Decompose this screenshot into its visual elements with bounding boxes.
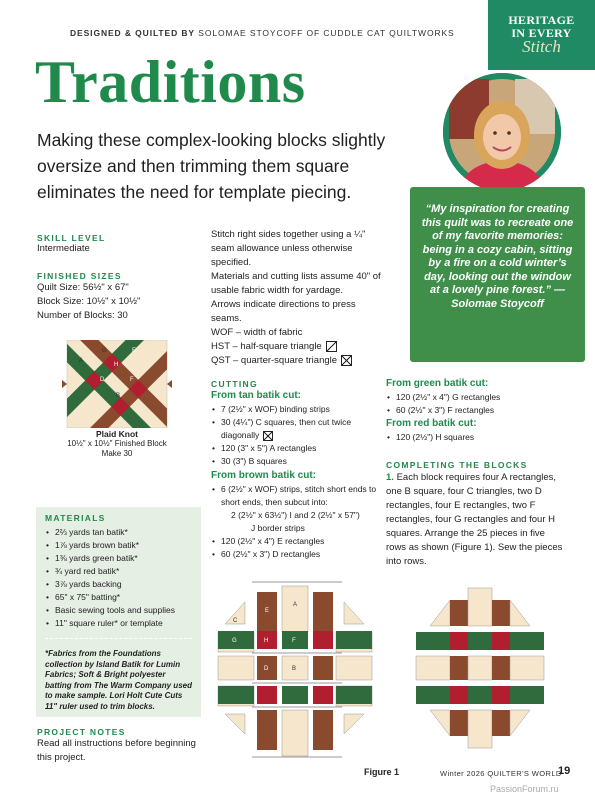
figure-label-g: G <box>232 638 237 644</box>
intro-fabric-width: Materials and cutting lists assume 40" of usable fabric width for yardage. <box>211 271 381 296</box>
cutting-left <box>211 390 391 561</box>
green-cut-item: • 120 (2½" x 4") G rectangles <box>396 391 571 404</box>
credit-names: SOLOMAE STOYCOFF OF CUDDLE CAT QUILTWORKS <box>195 28 455 38</box>
materials-divider <box>45 638 192 639</box>
intro-press-arrows: Arrows indicate directions to press seams. <box>211 299 356 324</box>
figure-label-d: D <box>264 666 269 672</box>
skill-level-value: Intermediate <box>37 243 90 254</box>
figure-1-label: Figure 1 <box>364 767 400 777</box>
designer-portrait-image <box>443 73 561 191</box>
block-label-b: B <box>116 393 121 399</box>
red-cut-item: • 120 (2½") H squares <box>396 431 571 444</box>
skill-level-header: SKILL LEVEL <box>37 233 106 243</box>
step-number: 1. <box>386 472 394 483</box>
qst-icon <box>263 431 273 441</box>
figure-exploded-layout <box>218 582 372 757</box>
figure-label-a: A <box>293 602 298 608</box>
figure-label-f: F <box>292 638 296 644</box>
red-cut-list <box>386 431 571 444</box>
project-notes-text: Read all instructions before beginning this project. <box>37 738 196 763</box>
page-subtitle: Making these complex-looking blocks slightly oversize and then trimming them square eliminates the need for template piecing. <box>37 130 386 202</box>
block-size: Block Size: 10½" x 10½" <box>37 296 141 307</box>
figure-1-diagram <box>212 578 588 760</box>
block-caption <box>36 429 198 459</box>
finished-sizes <box>37 281 140 323</box>
plaid-knot-block-diagram <box>62 340 172 428</box>
figure-label-e: E <box>265 608 270 614</box>
brown-subcut-1: 2 (2½" x 63½") I and 2 (2½" x 57") <box>231 510 360 520</box>
badge-line1: HERITAGE <box>508 13 575 27</box>
green-cut-header: From green batik cut: <box>386 378 489 389</box>
designer-photo <box>443 73 561 191</box>
materials-list <box>45 526 192 630</box>
tan-cut-item <box>221 416 391 442</box>
issue-footer: Winter 2026 QUILTER'S WORLD <box>440 769 562 778</box>
materials-header: MATERIALS <box>45 513 106 523</box>
brown-cut-list-rest <box>211 535 391 561</box>
tan-cut-item: • 7 (2½" x WOF) binding strips <box>221 403 391 416</box>
materials-item: • 1⅞ yards brown batik* <box>55 539 192 552</box>
materials-item: • 11" square ruler* or template <box>55 617 192 630</box>
credit-prefix: DESIGNED & QUILTED BY <box>70 28 196 38</box>
tan-cut-item-text: 30 (4¼") C squares, then cut twice diagonally <box>221 417 352 440</box>
materials-item: • ¾ yard red batik* <box>55 565 192 578</box>
materials-item: • 1⅜ yards green batik* <box>55 552 192 565</box>
brown-cut-list <box>211 483 391 509</box>
block-label-e: E <box>132 348 137 354</box>
materials-item: • 65" x 75" batting* <box>55 591 192 604</box>
finished-sizes-header: FINISHED SIZES <box>37 271 122 281</box>
intro-text <box>211 228 381 368</box>
completing-header: COMPLETING THE BLOCKS <box>386 460 528 470</box>
block-finished-size: 10½" x 10½" Finished Block <box>67 439 167 448</box>
materials-note: *Fabrics from the Foundations collection by Island Batik for Lumin Fabrics; Soft & Bright polyester batting from The Warm Company used to make sample. Lori Holt Cute Cuts 11" ruler used to trim blocks. <box>45 649 192 711</box>
step-text: Each block requires four A rectangles, one B square, four C triangles, two D rectangles, four E rectangles, two F rectangles, four G rectangles and four H squares. Arrange the 25 pieces in five rows as shown (Figure 1). Sew the pieces into rows. <box>386 472 563 567</box>
page-title: Traditions <box>35 49 306 115</box>
materials-item: • 2⅔ yards tan batik* <box>55 526 192 539</box>
figure-label-c: C <box>233 618 238 624</box>
green-cut-item: • 60 (2½" x 3") F rectangles <box>396 404 571 417</box>
page-number: 19 <box>558 765 571 777</box>
block-label-g: G <box>102 348 107 354</box>
tan-cut-list <box>211 403 391 468</box>
badge-line2: IN EVERY <box>511 26 572 40</box>
brown-subcut-2: J border strips <box>251 523 305 533</box>
cutting-header: CUTTING <box>211 379 258 389</box>
block-count: Number of Blocks: 30 <box>37 310 128 321</box>
figure-label-h: H <box>264 638 269 644</box>
intro-qst-row <box>211 354 381 368</box>
quilt-size: Quilt Size: 56½" x 67" <box>37 282 129 293</box>
brown-cut-item: • 120 (2½" x 4") E rectangles <box>221 535 391 548</box>
designer-quote: “My inspiration for creating this quilt was to recreate one of my favorite memories: being in a cozy cabin, sitting by a fire on a cold winter’s day, looking out the window at a lovely pine forest.” — Solomae Stoycoff <box>410 187 585 362</box>
heritage-badge <box>488 0 595 70</box>
figure-assembled-rows <box>416 588 544 748</box>
materials-item: • 3⅞ yards backing <box>55 578 192 591</box>
intro-seam-allowance: Stitch right sides together using a ¼" seam allowance unless otherwise specified. <box>211 229 366 268</box>
tan-cut-item: • 30 (3") B squares <box>221 455 391 468</box>
completing-step-1 <box>386 471 566 569</box>
materials-box <box>36 507 201 717</box>
green-cut-list <box>386 391 571 417</box>
qst-icon <box>341 355 352 366</box>
block-label-h: H <box>114 362 119 368</box>
block-label-f: F <box>130 377 134 383</box>
tan-cut-item: • 120 (3" x 5") A rectangles <box>221 442 391 455</box>
brown-cut-header: From brown batik cut: <box>211 470 316 481</box>
brown-cut-item: • 6 (2½" x WOF) strips, stitch short ends to short ends, then subcut into: <box>221 483 391 509</box>
block-name: Plaid Knot <box>95 429 139 439</box>
brown-cut-item: • 60 (2½" x 3") D rectangles <box>221 548 391 561</box>
block-label-a: A <box>79 358 84 364</box>
materials-item: • Basic sewing tools and supplies <box>55 604 192 617</box>
block-label-d: D <box>100 377 105 383</box>
block-make-count: Make 30 <box>101 449 133 458</box>
project-notes-header: PROJECT NOTES <box>37 727 126 737</box>
figure-label-b: B <box>292 666 297 672</box>
red-cut-header: From red batik cut: <box>386 418 477 429</box>
intro-hst: HST – half-square triangle <box>211 341 322 352</box>
badge-line3: Stitch <box>522 37 561 56</box>
watermark: PassionForum.ru <box>490 784 559 794</box>
cutting-right <box>386 378 571 444</box>
intro-hst-row <box>211 340 381 354</box>
intro-qst: QST – quarter-square triangle <box>211 355 338 366</box>
intro-wof: WOF – width of fabric <box>211 327 303 338</box>
designer-credit <box>70 28 455 38</box>
tan-cut-header: From tan batik cut: <box>211 390 302 401</box>
hst-icon <box>326 341 337 352</box>
